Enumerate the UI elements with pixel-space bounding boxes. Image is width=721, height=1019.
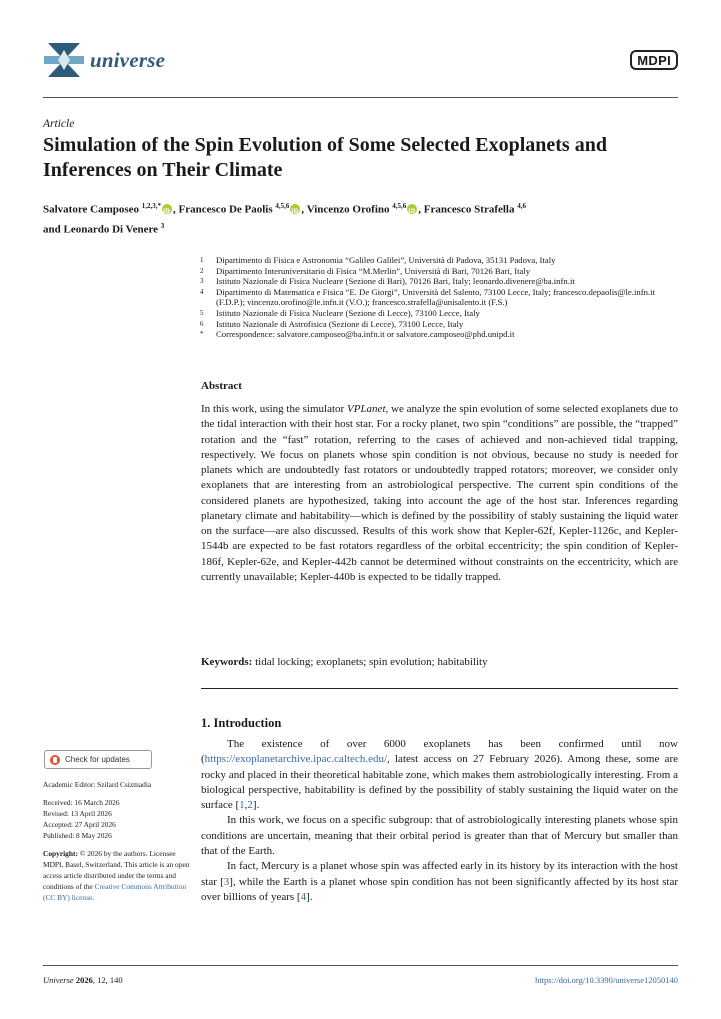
journal-name: universe: [90, 47, 166, 72]
orcid-icon[interactable]: [162, 204, 172, 214]
copyright-notice: Copyright: © 2026 by the authors. Licensee MDPI, Basel, Switzerland. This article is an open access article distributed under the terms and conditions of the Creative Commons Attribution (CC BY) license.: [43, 849, 190, 902]
citation-link[interactable]: 1: [239, 799, 245, 812]
publisher-logo: MDPI: [630, 50, 678, 70]
article-metadata: [43, 779, 193, 903]
author-name[interactable]: Francesco Strafella: [423, 203, 515, 216]
article-type: Article: [43, 118, 75, 130]
affiliation-item: 1 Dipartimento di Fisica e Astronomia “Galileo Galilei”, Università di Padova, 35131 Padova, Italy: [200, 255, 556, 265]
affiliation-item: 4 Dipartimento di Matematica e Fisica “E. De Giorgi”, Università del Salento, 73100 Lecce, Italy; francesco.depaolis@le.infn.it (F.D.P.); vincenzo.orofino@le.infn.it (V.O.); francesco.strafella@unisalento.it (F.S.): [200, 286, 655, 308]
author-name[interactable]: Salvatore Camposeo: [43, 203, 140, 216]
citation-link[interactable]: 2: [247, 799, 253, 812]
section-heading: 1. Introduction: [201, 716, 282, 730]
check-updates-icon: [50, 755, 60, 765]
keywords: [201, 656, 678, 668]
check-updates-button[interactable]: Check for updates: [44, 750, 152, 769]
header-divider: [43, 97, 678, 98]
software-name: VPLanet: [347, 403, 386, 415]
author-affil: 4,6: [517, 202, 526, 210]
author-name[interactable]: Francesco De Paolis: [178, 203, 273, 216]
affiliations: [200, 255, 680, 340]
affiliation-item: 2 Dipartimento Interuniversitario di Fisica “M.Merlin”, Università di Bari, 70126 Bari, Italy: [200, 265, 531, 276]
academic-editor: Academic Editor: Szilard Csizmadia: [43, 780, 152, 789]
accepted-date: Accepted: 27 April 2026: [43, 820, 116, 829]
paragraph: In fact, Mercury is a planet whose spin was affected early in its history by its interaction with the host star [3], while the Earth is a planet whose spin condition has not been significantly affected by its host star over billions of years [4].: [201, 860, 678, 903]
affiliation-item: 3 Istituto Nazionale di Fisica Nucleare (Sezione di Bari), 70126 Bari, Italy; leonardo.divenere@ba.infn.it: [200, 276, 575, 287]
orcid-icon[interactable]: [407, 204, 417, 214]
archive-link[interactable]: https://exoplanetarchive.ipac.caltech.edu/: [204, 753, 388, 766]
published-date: Published: 8 May 2026: [43, 831, 112, 840]
author-affil: 3: [160, 221, 165, 230]
keywords-text: tidal locking; exoplanets; spin evolution; habitability: [255, 656, 488, 668]
keywords-label: Keywords:: [201, 656, 253, 668]
abstract-text: In this work, using the simulator VPLanet, we analyze the spin evolution of some selected exoplanets due to the tidal interaction with their host star. For a rocky planet, two spin “conditions” are possible, the “trapped” rotation and the “fast” rotation, referring to the cases of achieved and non-achieved tidal trapping, respectively. We focus on planets whose spin condition is not obvious, because no study is needed for planets which are undoubtedly fast rotators or undoubtedly trapped rotators; moreover, we consider only exoplanets that are interesting from an astrobiological perspective. The current spin conditions of the considered planets are hypothesized, taking into account the age of the host star. Inferences regarding planetary climate and habitability—which is defined by the possibility of stably sustaining the liquid water on the surface—are also discussed. Results of this work show that Kepler-62f, Kepler-1126c, and Kepler-1544b are expected to be fast rotators regardless of the orbital eccentricity; the spin condition of Kepler-186f, Kepler-62e, and Kepler-442b cannot be determined without constraints on the eccentricity, which are currently unavailable; Kepler-440b is expected to be tidally trapped.: [201, 403, 678, 583]
orcid-icon[interactable]: [290, 204, 300, 214]
universe-logo-icon: [44, 41, 84, 79]
author-name[interactable]: Vincenzo Orofino: [306, 203, 390, 216]
citation-link[interactable]: 4: [300, 890, 307, 903]
received-date: Received: 16 March 2026: [43, 798, 120, 807]
author-name[interactable]: Leonardo Di Venere: [63, 223, 159, 236]
affiliation-item: 6 Istituto Nazionale di Astrofisica (Sezione di Lecce), 73100 Lecce, Italy: [200, 318, 464, 329]
citation-footer: Universe 2026, 12, 140: [43, 975, 123, 985]
author-list: Salvatore Camposeo $^{1,2,3,*}$iD , Francesco De Paolis $^{4,5,6}$iD , Vincenzo Orofino $^{4,5,6}$iD , Francesco Strafella $^{4,6}$ and Leonardo Di Venere $^3$: [43, 198, 683, 237]
journal-logo: [44, 40, 174, 80]
paper-title: Simulation of the Spin Evolution of Some Selected Exoplanets and Inferences on Their Climate: [43, 134, 607, 181]
abstract-heading: Abstract: [201, 380, 242, 392]
revised-date: Revised: 13 April 2026: [43, 809, 112, 818]
author-affil: 1,2,3,*: [141, 202, 162, 210]
license-link[interactable]: Creative Commons Attribution (CC BY) license: [43, 882, 187, 902]
author-affil: 4,5,6: [275, 202, 290, 210]
paragraph: The existence of over 6000 exoplanets has been confirmed until now (https://exoplanetarchive.ipac.caltech.edu/, latest access on 27 February 2026). Among these, some are rocky and placed in their theoretical habitable zone, which makes them astrobiologically interesting. From a biological perspective, habitability is defined by the possibility of stably sustaining the liquid water on the surface [1,2].: [201, 738, 678, 812]
abstract-divider: [201, 688, 678, 689]
correspondence: * Correspondence: salvatore.camposeo@ba.infn.it or salvatore.camposeo@phd.unipd.it: [200, 329, 515, 340]
footer-divider: [43, 965, 678, 966]
section-body: [201, 737, 678, 905]
affiliation-item: 5 Istituto Nazionale di Fisica Nucleare (Sezione di Lecce), 73100 Lecce, Italy: [200, 307, 480, 318]
citation-link[interactable]: 3: [223, 875, 230, 888]
doi-link[interactable]: https://doi.org/10.3390/universe12050140: [535, 975, 678, 985]
author-affil: 4,5,6: [392, 202, 407, 210]
paragraph: In this work, we focus on a specific subgroup: that of astrobiologically interesting planets whose spin conditions are uncertain, meaning that their orbital period is greater than that of Mercury but smaller than that of the Earth.: [201, 814, 678, 858]
